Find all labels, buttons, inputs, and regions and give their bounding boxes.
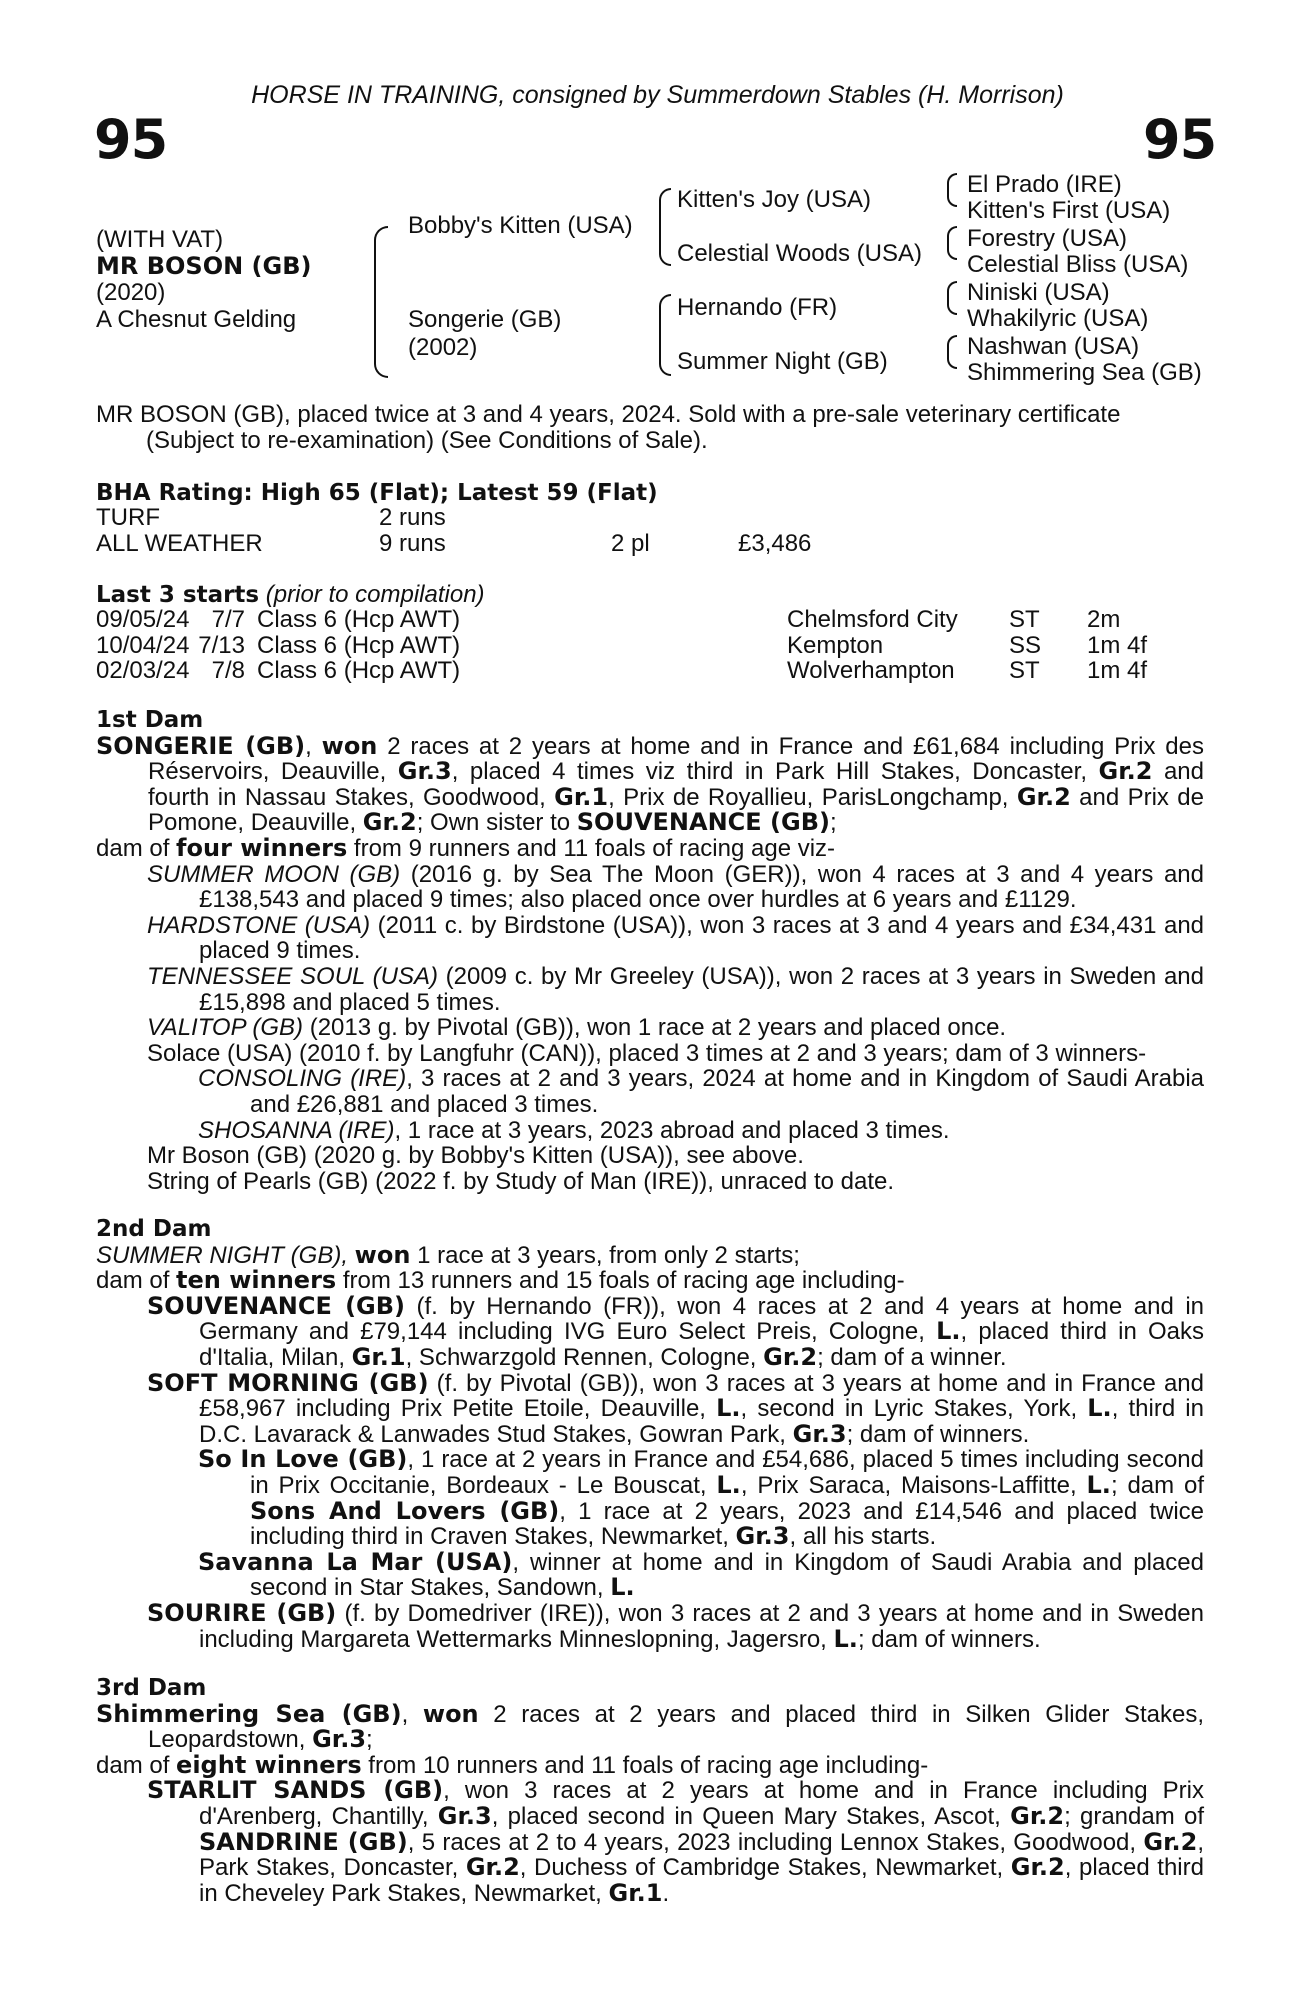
intro-paragraph — [96, 402, 1204, 453]
lot-number-right: 95 — [1143, 108, 1217, 171]
second-dam-section — [96, 1217, 1204, 1652]
last-starts-title: Last 3 starts — [96, 582, 260, 608]
foal-text: , 1 race at 3 years, 2023 abroad and placed 3 times. — [394, 1116, 950, 1144]
text: , winner at home and in Kingdom of Saudi Arabia and placed second in Star Stakes, Sandown, — [250, 1548, 1204, 1602]
grade-badge: Gr.3 — [735, 1522, 790, 1551]
first-dam-produce-line — [96, 833, 1204, 862]
sire-dam: Celestial Woods (USA) — [677, 240, 922, 267]
grade-badge: Gr.2 — [1143, 1827, 1198, 1856]
grandsire-3: Forestry (USA) — [967, 225, 1128, 252]
pedigree-main-brace — [374, 226, 388, 378]
start-date: 02/03/24 — [96, 657, 190, 685]
sister-name: SOUVENANCE (GB) — [576, 808, 830, 837]
foal-entry: String of Pearls (GB) (2022 f. by Study of Man (IRE)), unraced to date. — [147, 1167, 894, 1195]
start-pos: 7/7 — [211, 606, 245, 633]
third-dam-section — [96, 1676, 1204, 1906]
grade-badge: Gr.2 — [763, 1342, 818, 1371]
start-distance: 2m — [1087, 606, 1121, 633]
listed-badge: L. — [1086, 1470, 1111, 1499]
grade-badge: Gr.2 — [465, 1853, 520, 1882]
dam-brace — [659, 294, 671, 376]
dam-name: SONGERIE (GB) — [96, 731, 306, 760]
race-record-table — [96, 505, 811, 556]
grade-badge: Gr.3 — [437, 1801, 492, 1830]
foal-name: SHOSANNA (IRE) — [198, 1116, 395, 1144]
foal-text: (2016 g. by Sea The Moon (GER)), won 4 races at 3 and 4 years and £138,543 and placed 9 times; also placed once over hurdles at 6 years and £1129. — [199, 860, 1204, 914]
text: dam of — [96, 1267, 177, 1295]
foal-entry — [96, 913, 1204, 964]
text: ; — [829, 809, 837, 837]
foal-name: TENNESSEE SOUL (USA) — [147, 962, 438, 990]
foal-entry — [96, 1598, 1204, 1653]
grade-badge: Gr.1 — [351, 1342, 406, 1371]
dam-year: (2002) — [408, 334, 478, 361]
start-course: Chelmsford City — [787, 606, 958, 633]
text: , 1 race at 2 years, 2023 and £14,546 and placed twice including third in Craven Stakes, Newmarket, — [250, 1497, 1204, 1551]
winners-count: eight winners — [176, 1750, 362, 1779]
foal-name: SOURIRE (GB) — [147, 1598, 337, 1627]
text: , placed third in Oaks d'Italia, Milan, — [199, 1318, 1204, 1371]
third-dam-paragraph: Shimmering Sea (GB), won 2 races at 2 years and placed third in Silken Glider Stakes, Leopardstown, Gr.3; — [96, 1699, 1204, 1754]
grade-badge: Gr.1 — [554, 782, 609, 811]
listed-badge: L. — [716, 1470, 741, 1499]
listed-badge: L. — [1087, 1394, 1112, 1423]
grade-badge: Gr.2 — [1010, 1801, 1065, 1830]
listed-badge: L. — [833, 1624, 858, 1653]
text: , placed 4 times viz third in Park Hill Stakes, Doncaster, — [451, 758, 1099, 786]
text: from 10 runners and 11 foals of racing age including- — [361, 1751, 929, 1779]
granddam-8: Shimmering Sea (GB) — [967, 359, 1202, 386]
grandsire-1: El Prado (IRE) — [967, 171, 1122, 198]
foal-text: (2009 c. by Mr Greeley (USA)), won 2 races at 3 years in Sweden and £15,898 and placed 5 times. — [199, 962, 1204, 1016]
text: , placed second in Queen Mary Stakes, Ascot, — [491, 1802, 1011, 1830]
start-distance: 1m 4f — [1087, 631, 1148, 659]
grade-badge: Gr.3 — [792, 1419, 847, 1448]
intro-line-2: (Subject to re-examination) (See Conditions of Sale). — [146, 426, 708, 454]
text: ; Own sister to — [416, 809, 577, 837]
foal-name: Sons And Lovers (GB) — [250, 1496, 560, 1525]
grandfoal-entry — [96, 1118, 1204, 1144]
foal-entry: Mr Boson (GB) (2020 g. by Bobby's Kitten (USA)), see above. — [147, 1142, 804, 1170]
grade-badge: Gr.2 — [362, 808, 417, 837]
grandfoal-entry — [96, 1066, 1204, 1117]
text: , 1 race at 2 years in France and £54,686, placed 5 times including second in Prix Occitanie, Bordeaux - Le Bouscat, — [250, 1446, 1204, 1499]
start-race: Class 6 (Hcp AWT) — [257, 606, 461, 633]
horse-year: (2020) — [96, 279, 166, 306]
runs: 2 runs — [379, 504, 446, 531]
first-dam-title: 1st Dam — [96, 707, 204, 733]
grade-badge: Gr.2 — [1016, 782, 1071, 811]
race-record-row-turf — [96, 505, 811, 531]
second-dam-line — [96, 1240, 1204, 1269]
placed — [611, 505, 738, 531]
start-row — [96, 658, 1147, 684]
dam-dam: Summer Night (GB) — [677, 348, 888, 375]
foal-name: SOUVENANCE (GB) — [147, 1291, 406, 1320]
foal-name: HARDSTONE (USA) — [147, 911, 371, 939]
first-dam-section — [96, 708, 1204, 1194]
winners-count: ten winners — [176, 1266, 337, 1295]
grandfoal-entry — [96, 1547, 1204, 1602]
surface: TURF — [96, 504, 160, 531]
foal-name: STARLIT SANDS (GB) — [147, 1776, 444, 1805]
placed: 2 pl — [611, 529, 650, 557]
foal-name: So In Love (GB) — [198, 1445, 408, 1474]
grandfoal-entry — [96, 1447, 1204, 1549]
brace-g2 — [947, 226, 957, 260]
text: ; dam of a winner. — [817, 1343, 1007, 1371]
race-record-row-aw — [96, 531, 811, 557]
text: . — [662, 1879, 670, 1907]
last-starts-heading — [96, 581, 485, 609]
sire-sire: Kitten's Joy (USA) — [677, 186, 871, 213]
start-row — [96, 633, 1147, 659]
start-row — [96, 607, 1147, 633]
text: , Schwarzgold Rennen, Cologne, — [405, 1343, 764, 1371]
sire-name: Bobby's Kitten (USA) — [408, 212, 633, 239]
won-label: won — [422, 1699, 479, 1728]
sire-brace — [659, 188, 671, 266]
text: , placed third in Cheveley Park Stakes, Newmarket, — [199, 1854, 1204, 1907]
start-course: Wolverhampton — [787, 657, 955, 685]
foal-entry — [96, 1778, 1204, 1906]
dam-name: Shimmering Sea (GB) — [96, 1699, 402, 1728]
foal-name: SOFT MORNING (GB) — [147, 1368, 429, 1397]
text: , Park Stakes, Doncaster, — [199, 1828, 1204, 1882]
text: ; dam of winners. — [846, 1420, 1030, 1448]
grade-badge: Gr.3 — [312, 1725, 367, 1754]
text: , third in D.C. Lavarack & Lanwades Stud Stakes, Gowran Park, — [199, 1395, 1204, 1448]
foal-name: SUMMER MOON (GB) — [147, 860, 401, 888]
third-dam-produce-line — [96, 1750, 1204, 1779]
grade-badge: Gr.2 — [1010, 1853, 1065, 1882]
text: , won 3 races at 2 years at home and in France including Prix d'Arenberg, Chantilly, — [199, 1777, 1205, 1830]
text: from 9 runners and 11 foals of racing age viz- — [347, 834, 836, 862]
brace-g3 — [947, 281, 957, 315]
start-pos: 7/8 — [211, 657, 245, 685]
won-label: won — [321, 731, 378, 760]
foal-text: , 3 races at 2 and 3 years, 2024 at home and in Kingdom of Saudi Arabia and £26,881 and placed 3 times. — [250, 1065, 1204, 1118]
dam-name: SUMMER NIGHT (GB), — [96, 1241, 348, 1269]
consignor-header: HORSE IN TRAINING, consigned by Summerdown Stables (H. Morrison) — [251, 81, 1064, 109]
start-going: ST — [1009, 657, 1040, 685]
brace-g1 — [947, 173, 957, 207]
start-pos: 7/13 — [198, 631, 245, 659]
text: dam of — [96, 1751, 177, 1779]
text: , second in Lyric Stakes, York, — [740, 1395, 1088, 1423]
last-starts-note: (prior to compilation) — [265, 581, 485, 608]
start-race: Class 6 (Hcp AWT) — [257, 657, 461, 685]
last-starts-table — [96, 607, 1147, 684]
won-label: won — [354, 1240, 411, 1269]
text: (f. by Hernando (FR)), won 4 races at 2 and 4 years at home and in Germany and £79,144 including IVG Euro Select Preis, Cologne, — [199, 1292, 1204, 1346]
surface: ALL WEATHER — [96, 529, 263, 557]
foal-entry — [96, 1291, 1204, 1371]
text: and fourth in Nassau Stakes, Goodwood, — [148, 758, 1204, 811]
bha-rating-title: BHA Rating: High 65 (Flat); Latest 59 (Flat) — [96, 480, 658, 506]
start-date: 09/05/24 — [96, 606, 190, 633]
text: ; dam of — [1110, 1471, 1204, 1499]
start-course: Kempton — [787, 631, 884, 659]
text: 2 races at 2 years and placed third in Silken Glider Stakes, Leopardstown, — [148, 1700, 1204, 1754]
foal-name: Savanna La Mar (USA) — [198, 1547, 513, 1576]
second-dam-produce-line — [96, 1268, 1204, 1294]
start-going: SS — [1009, 631, 1042, 659]
foal-entry — [96, 1368, 1205, 1448]
foal-name: SANDRINE (GB) — [199, 1827, 408, 1856]
grade-badge: Gr.1 — [608, 1878, 663, 1907]
foal-name: VALITOP (GB) — [147, 1014, 304, 1042]
listed-badge: L. — [936, 1317, 961, 1346]
start-date: 10/04/24 — [96, 631, 190, 659]
granddam-2: Kitten's First (USA) — [967, 197, 1171, 224]
vat-label: (WITH VAT) — [96, 226, 224, 253]
grandsire-7: Nashwan (USA) — [967, 333, 1140, 360]
foal-entry — [96, 1015, 1204, 1041]
text: 1 race at 3 years, from only 2 starts; — [410, 1241, 800, 1269]
brace-g4 — [947, 335, 957, 369]
text: , Prix Saraca, Maisons-Laffitte, — [740, 1471, 1087, 1499]
horse-description: A Chesnut Gelding — [96, 306, 297, 333]
text: , Prix de Royallieu, ParisLongchamp, — [608, 783, 1017, 811]
foal-text: (2011 c. by Birdstone (USA)), won 3 races at 3 and 4 years and £34,431 and placed 9 times. — [199, 911, 1205, 965]
first-dam-paragraph: SONGERIE (GB), won 2 races at 2 years at home and in France and £61,684 including Prix des Réservoirs, Deauville, Gr.3, placed 4 times viz third in Park Hill Stakes, Doncaster, Gr.2 and fourth in Nassau Stakes, Goodwood, Gr.1, Prix de Royallieu, ParisLongchamp, Gr.2 and Prix de Pomone, Deauville, Gr.2; Own sister to SOUVENANCE (GB); — [96, 731, 1204, 837]
listed-badge: L. — [610, 1573, 635, 1602]
text: (f. by Domedriver (IRE)), won 3 races at 2 and 3 years at home and in Sweden including Margareta Wettermarks Minneslopning, Jagersro, — [199, 1599, 1204, 1653]
listed-badge: L. — [716, 1394, 741, 1423]
text: (f. by Pivotal (GB)), won 3 races at 3 years at home and in France and £58,967 including Prix Petite Etoile, Deauville, — [199, 1369, 1205, 1423]
lot-number-left: 95 — [94, 108, 168, 171]
prize — [738, 505, 811, 531]
foal-name: CONSOLING (IRE) — [198, 1065, 407, 1093]
prize: £3,486 — [738, 529, 812, 557]
start-race: Class 6 (Hcp AWT) — [257, 631, 461, 659]
start-going: ST — [1009, 606, 1040, 633]
text: ; dam of winners. — [857, 1625, 1041, 1653]
runs: 9 runs — [379, 529, 446, 557]
grade-badge: Gr.2 — [1098, 757, 1153, 786]
horse-name: MR BOSON (GB) — [96, 252, 312, 280]
text: ; — [366, 1726, 373, 1754]
granddam-4: Celestial Bliss (USA) — [967, 251, 1189, 278]
third-dam-title: 3rd Dam — [96, 1675, 207, 1701]
text: ; grandam of — [1064, 1802, 1204, 1830]
text: , Duchess of Cambridge Stakes, Newmarket, — [519, 1854, 1011, 1882]
text: and Prix de Pomone, Deauville, — [148, 783, 1204, 837]
text: , 5 races at 2 to 4 years, 2023 including Lennox Stakes, Goodwood, — [407, 1828, 1144, 1856]
foal-text: (2013 g. by Pivotal (GB)), won 1 race at 2 years and placed once. — [303, 1014, 1007, 1042]
second-dam-title: 2nd Dam — [96, 1216, 212, 1242]
foal-entry: Solace (USA) (2010 f. by Langfuhr (CAN)), placed 3 times at 2 and 3 years; dam of 3 winners- — [147, 1039, 1147, 1067]
foal-entry — [96, 862, 1204, 913]
foal-entry — [96, 964, 1204, 1015]
intro-line-1: MR BOSON (GB), placed twice at 3 and 4 years, 2024. Sold with a pre-sale veterinary certificate — [96, 401, 1121, 428]
grandsire-5: Niniski (USA) — [967, 279, 1110, 306]
text: from 13 runners and 15 foals of racing age including- — [336, 1267, 905, 1295]
dam-sire: Hernando (FR) — [677, 294, 838, 321]
text: 2 races at 2 years at home and in France and £61,684 including Prix des Réservoirs, Deauville, — [148, 732, 1204, 786]
grade-badge: Gr.3 — [397, 757, 452, 786]
dam-name: Songerie (GB) — [408, 306, 562, 333]
text: dam of — [96, 834, 177, 862]
granddam-6: Whakilyric (USA) — [967, 305, 1149, 332]
start-distance: 1m 4f — [1087, 657, 1148, 685]
winners-count: four winners — [176, 833, 348, 862]
text: , all his starts. — [789, 1523, 937, 1551]
